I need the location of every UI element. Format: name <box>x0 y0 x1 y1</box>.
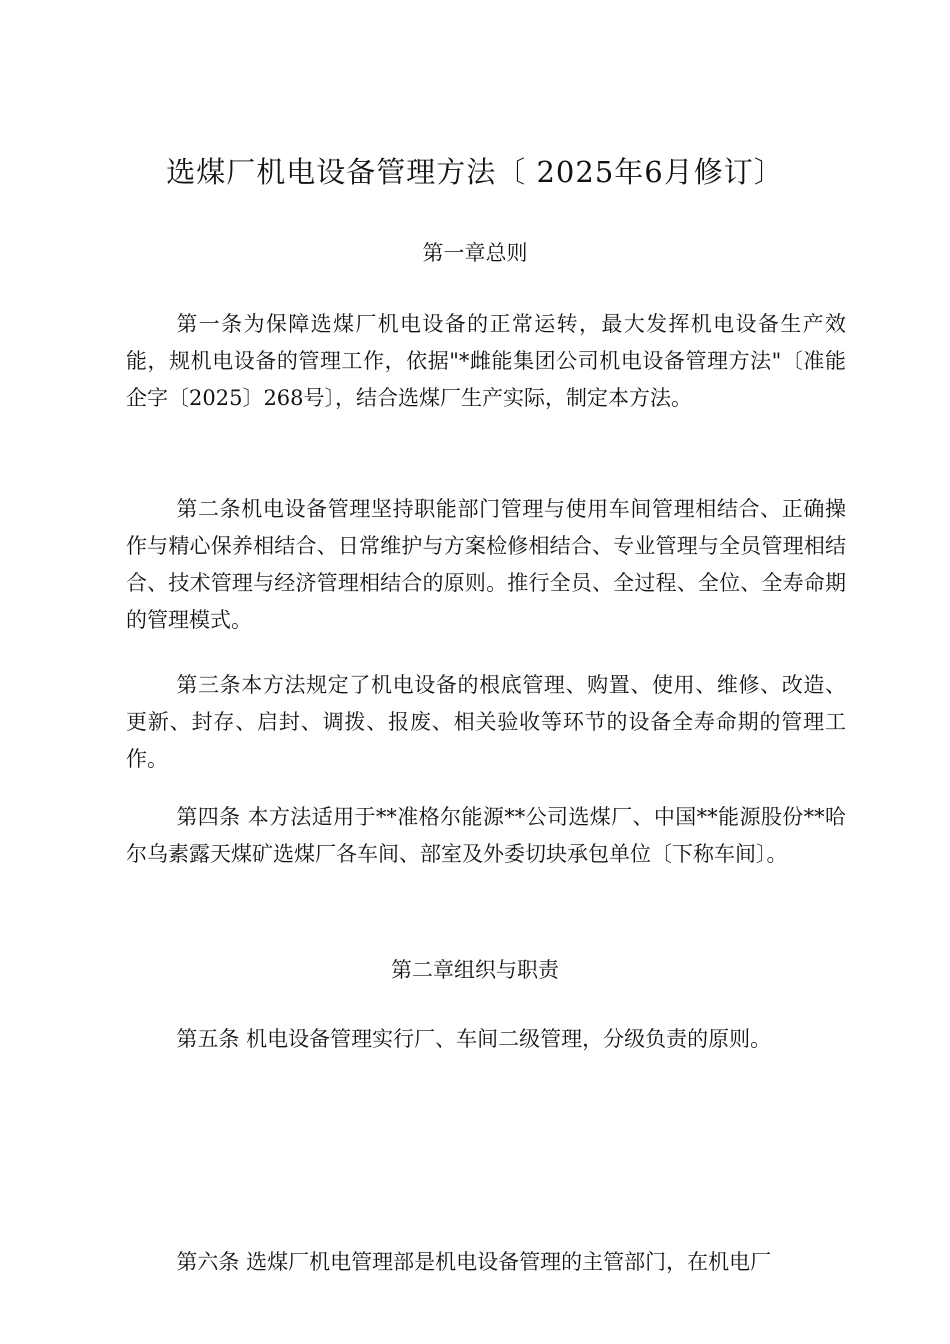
chapter-heading: 第一章总则 <box>422 241 528 265</box>
document-title: 选煤厂机电设备管理方法〔 2025年6月修订〕 <box>166 155 784 189</box>
article-paragraph: 第六条 选煤厂机电管理部是机电设备管理的主管部门，在机电厂 <box>176 1250 772 1274</box>
article-paragraph: 第四条 本方法适用于**准格尔能源**公司选煤厂、中国**能源股份**哈尔乌素露天煤矿选煤厂各车间、部室及外委切块承包单位〔下称车间〕。 <box>126 805 846 866</box>
article-paragraph: 第二条机电设备管理坚持职能部门管理与使用车间管理相结合、正确操作与精心保养相结合、日常维护与方案检修相结合、专业管理与全员管理相结合、技术管理与经济管理相结合的原则。推行全员、全过程、全位、全寿命期的管理模式。 <box>126 497 846 632</box>
article-paragraph: 第三条本方法规定了机电设备的根底管理、购置、使用、维修、改造、更新、封存、启封、调拨、报废、相关验收等环节的设备全寿命期的管理工作。 <box>126 673 846 771</box>
chapter-heading: 第二章组织与职责 <box>391 958 559 982</box>
article-paragraph: 第五条 机电设备管理实行厂、车间二级管理，分级负责的原则。 <box>176 1027 772 1051</box>
article-paragraph: 第一条为保障选煤厂机电设备的正常运转，最大发挥机电设备生产效能，规机电设备的管理工作，依据"*雌能集团公司机电设备管理方法"〔准能企字〔2025〕268号〕，结合选煤厂生产实际，制定本方法。 <box>126 312 846 410</box>
